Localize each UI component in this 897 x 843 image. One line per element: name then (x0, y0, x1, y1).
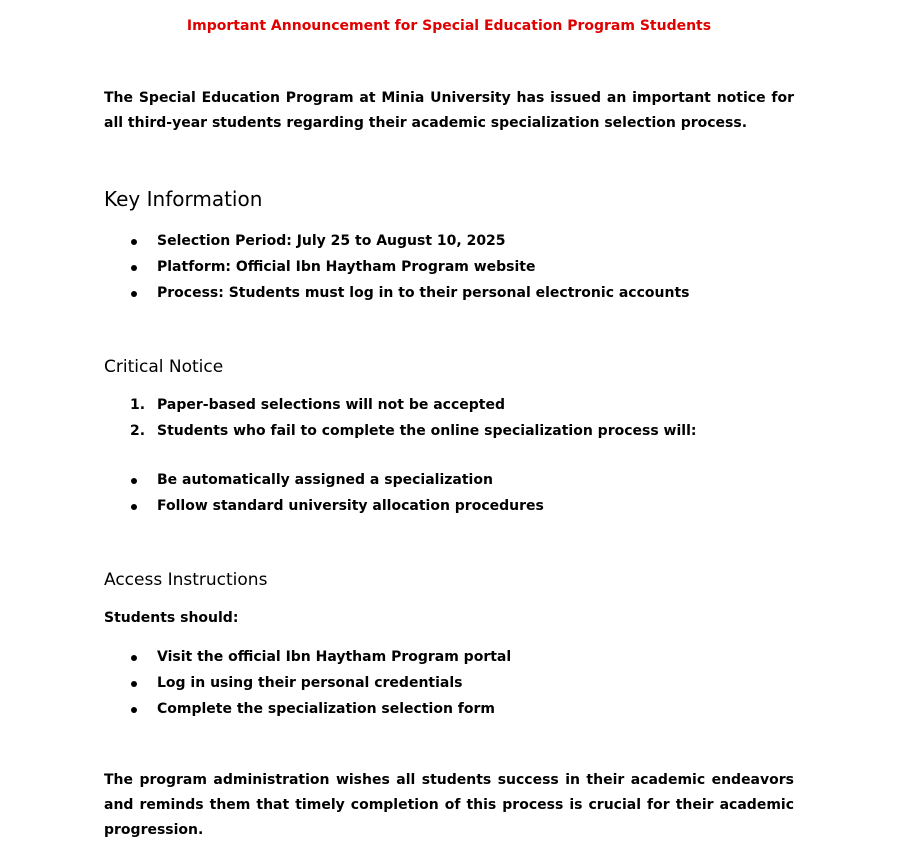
critical-notice-heading: Critical Notice (104, 357, 224, 377)
consequences-list (104, 467, 794, 519)
access-instructions-list (104, 644, 794, 722)
list-item (104, 228, 794, 254)
closing-paragraph: The program administration wishes all students success in their academic endeavors and reminds them that timely completion of this process is crucial for their academic progression. (104, 772, 794, 838)
list-item (104, 467, 794, 493)
list-item-text: Visit the official Ibn Haytham Program portal (157, 649, 512, 665)
list-item-text: Be automatically assigned a specialization (157, 472, 493, 488)
bullet-icon (131, 291, 137, 297)
bullet-icon (131, 478, 137, 484)
key-information-list (104, 228, 794, 306)
list-item (104, 670, 794, 696)
list-item (104, 280, 794, 306)
list-item-text: Complete the specialization selection form (157, 701, 495, 717)
access-lead-text: Students should: (104, 610, 239, 626)
list-number: 1. (130, 397, 146, 413)
list-item (104, 254, 794, 280)
list-item (104, 696, 794, 722)
intro-paragraph: The Special Education Program at Minia University has issued an important notice for all third-year students regarding their academic specialization selection process. (104, 90, 794, 131)
access-instructions-heading: Access Instructions (104, 570, 268, 590)
bullet-icon (131, 265, 137, 271)
bullet-icon (131, 707, 137, 713)
list-item-text: Log in using their personal credentials (157, 675, 463, 691)
list-item (104, 418, 794, 444)
list-item (104, 493, 794, 519)
list-item (104, 392, 794, 418)
list-item-text: Paper-based selections will not be accepted (157, 397, 505, 413)
key-information-heading: Key Information (104, 187, 263, 211)
list-item-text: Platform: Official Ibn Haytham Program website (157, 259, 536, 275)
list-number: 2. (130, 423, 146, 439)
list-item-text: Students who fail to complete the online specialization process will: (157, 423, 697, 439)
list-item-text: Follow standard university allocation procedures (157, 498, 544, 514)
critical-notice-numbered-list (104, 392, 794, 444)
list-item (104, 644, 794, 670)
list-item-text: Selection Period: July 25 to August 10, 2025 (157, 233, 506, 249)
bullet-icon (131, 681, 137, 687)
bullet-icon (131, 239, 137, 245)
bullet-icon (131, 655, 137, 661)
bullet-icon (131, 504, 137, 510)
announcement-title: Important Announcement for Special Education Program Students (186, 18, 712, 34)
list-item-text: Process: Students must log in to their personal electronic accounts (157, 285, 690, 301)
